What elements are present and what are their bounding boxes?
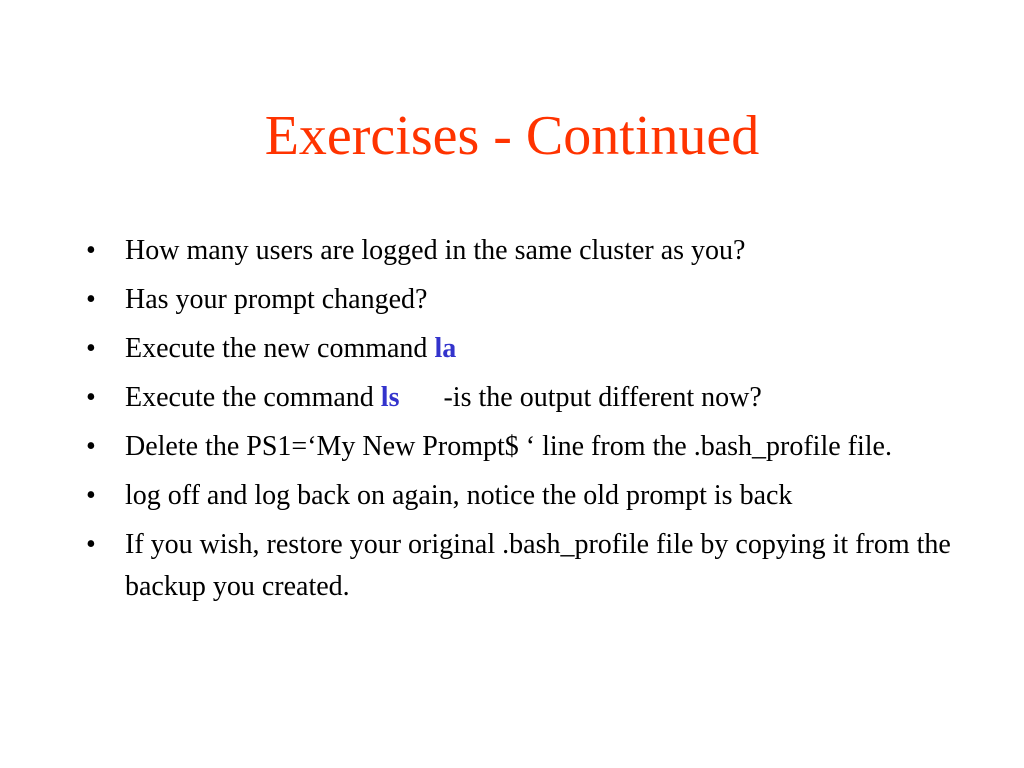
- bullet-text: How many users are logged in the same cluster as you?: [125, 235, 746, 266]
- bullet-item: [86, 377, 966, 419]
- bullet-dot-icon: •: [86, 284, 96, 315]
- bullet-item: [86, 524, 966, 608]
- bullet-item: [86, 230, 966, 272]
- slide-title: Exercises - Continued: [264, 105, 760, 167]
- command-ls: ls: [380, 382, 400, 413]
- bullet-item: [86, 426, 966, 468]
- bullet-text: Has your prompt changed?: [125, 284, 428, 315]
- bullet-list: [86, 230, 966, 615]
- bullet-item: [86, 475, 966, 517]
- bullet-text: Execute the new command: [125, 333, 435, 364]
- bullet-dot-icon: •: [86, 480, 96, 511]
- bullet-dot-icon: •: [86, 529, 96, 560]
- bullet-dot-icon: •: [86, 235, 96, 266]
- bullet-text: If you wish, restore your original .bash_profile file by copying it from the backup you created.: [125, 529, 951, 602]
- bullet-text: Delete the PS1=‘My New Prompt$ ‘ line from the .bash_profile file.: [125, 431, 892, 462]
- bullet-dot-icon: •: [86, 333, 96, 364]
- bullet-text: Execute the command: [125, 382, 381, 413]
- bullet-item: [86, 328, 966, 370]
- command-la: la: [434, 333, 457, 364]
- bullet-item: [86, 279, 966, 321]
- bullet-text-after: -is the output different now?: [443, 382, 762, 413]
- bullet-dot-icon: •: [86, 431, 96, 462]
- bullet-text: log off and log back on again, notice the old prompt is back: [125, 480, 793, 511]
- bullet-dot-icon: •: [86, 382, 96, 413]
